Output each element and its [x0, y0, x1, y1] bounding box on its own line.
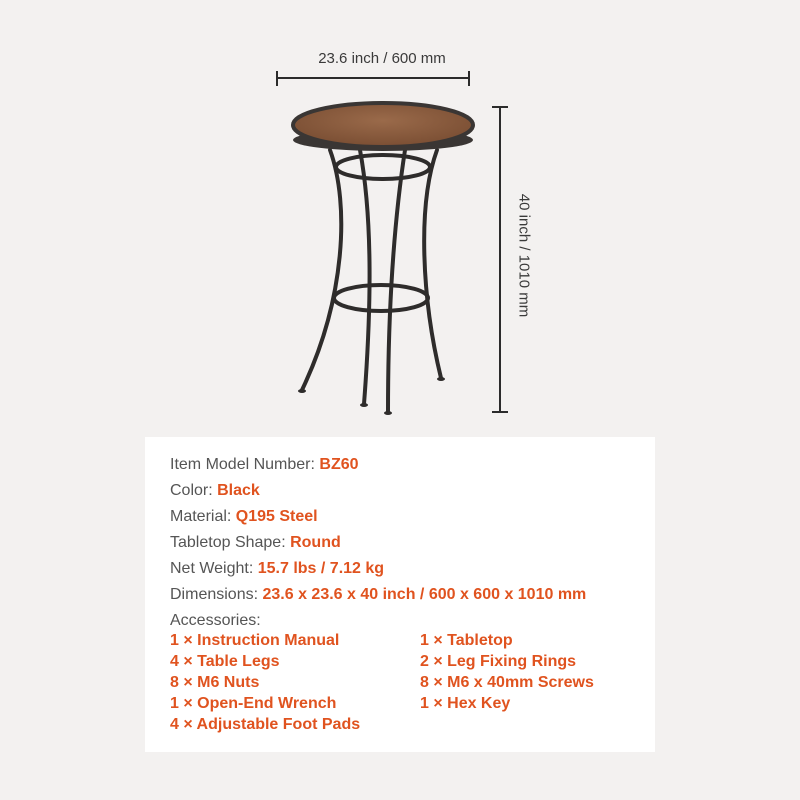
spec-label: Net Weight:	[170, 560, 258, 577]
height-dimension-label: 40 inch / 1010 mm	[515, 193, 533, 318]
width-dimension-label: 23.6 inch / 600 mm	[318, 50, 446, 67]
table-legs	[302, 150, 441, 412]
spec-weight	[170, 559, 384, 579]
spec-model	[170, 455, 359, 475]
height-dimension-line	[492, 107, 508, 412]
accessory-item: 2 × Leg Fixing Rings	[420, 653, 577, 670]
spec-value: Black	[217, 482, 260, 499]
accessory-item: 1 × Hex Key	[420, 695, 511, 712]
spec-value: 23.6 x 23.6 x 40 inch / 600 x 600 x 1010 mm	[262, 586, 587, 603]
spec-label: Item Model Number:	[170, 456, 320, 473]
accessory-item: 1 × Instruction Manual	[170, 632, 340, 649]
spec-card	[145, 437, 655, 752]
spec-shape	[170, 533, 341, 553]
spec-label: Tabletop Shape:	[170, 534, 291, 551]
spec-material	[170, 507, 318, 527]
spec-value: 15.7 lbs / 7.12 kg	[257, 560, 385, 577]
spec-label: Color:	[170, 482, 218, 499]
spec-value: BZ60	[319, 456, 359, 473]
spec-label: Dimensions:	[170, 586, 263, 603]
accessory-item: 1 × Tabletop	[420, 632, 513, 649]
spec-value: Round	[290, 534, 341, 551]
spec-dimensions	[170, 585, 586, 605]
accessory-item: 4 × Adjustable Foot Pads	[170, 716, 361, 733]
spec-value: Q195 Steel	[235, 508, 318, 525]
spec-label: Material:	[170, 508, 236, 525]
upper-leg-ring	[336, 155, 430, 179]
lower-leg-ring	[334, 285, 428, 311]
accessory-item: 4 × Table Legs	[170, 653, 280, 670]
tabletop	[293, 103, 473, 151]
accessories-heading: Accessories:	[170, 612, 261, 629]
accessory-item: 8 × M6 Nuts	[170, 674, 260, 691]
accessory-item: 8 × M6 x 40mm Screws	[420, 674, 594, 691]
accessory-item: 1 × Open-End Wrench	[170, 695, 337, 712]
spec-color	[170, 481, 260, 501]
width-dimension-line	[277, 71, 469, 86]
foot-pads	[298, 377, 445, 415]
